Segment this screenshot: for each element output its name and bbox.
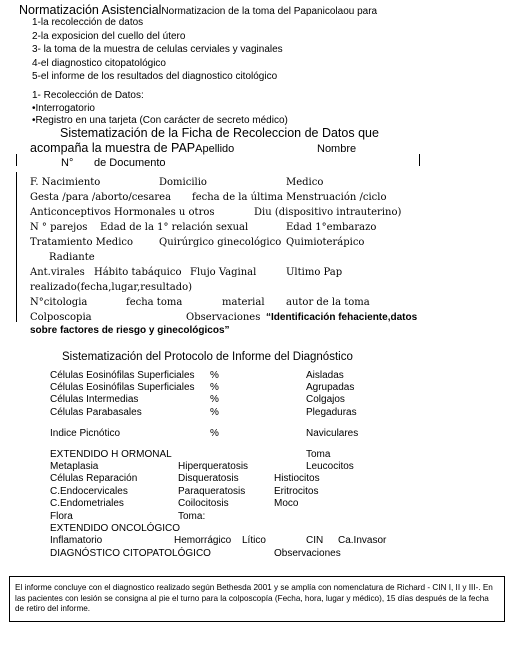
label-c-endocervicales: C.Endocervicales	[50, 486, 128, 497]
protocolo-cell: Células Eosinófilas Superficiales	[50, 370, 195, 381]
field-ultimo-pap: Ultimo Pap	[286, 267, 343, 278]
label-numero: N°	[61, 157, 74, 169]
protocolo-cell: Naviculares	[306, 428, 359, 439]
ficha-note-line1: “Identificación fehaciente,datos	[266, 312, 418, 323]
label-cin: CIN	[306, 535, 324, 546]
label-diagnostico: DIAGNÓSTICO CITOPATOLÓGICO	[50, 548, 211, 559]
field-tratamiento: Tratamiento Medico	[30, 237, 134, 248]
label-eritrocitos: Eritrocitos	[274, 486, 319, 497]
label-coilocitosis: Coilocitosis	[178, 498, 229, 509]
field-tabaquico: Hábito tabáquico	[94, 267, 182, 278]
label-extendido-oncologico: EXTENDIDO ONCOLÓGICO	[50, 523, 181, 534]
ficha-title-line1: Sistematización de la Ficha de Recoleccion de Datos que	[60, 126, 379, 140]
step-item: 5-el informe de los resultados del diagnostico citológico	[32, 71, 278, 83]
field-radiante: Radiante	[49, 252, 95, 263]
title-main: Normatización Asistencial	[19, 3, 162, 17]
field-antivirales: Ant.virales	[30, 267, 85, 278]
step-item: 3- la toma de la muestra de celulas cerviales y vaginales	[32, 44, 283, 56]
ficha-note-line2: sobre factores de riesgo y ginecológicos”	[30, 325, 230, 336]
informe-note-box	[9, 576, 505, 622]
steps-list	[32, 16, 283, 84]
recoleccion-heading: 1- Recolección de Datos:	[32, 90, 144, 101]
label-inflamatorio: Inflamatorio	[50, 535, 103, 546]
protocolo-cell: Células Intermedias	[50, 394, 139, 405]
ficha-title-text: acompaña la muestra de PAP	[30, 141, 196, 155]
field-gesta: Gesta /para /aborto/cesarea	[30, 192, 172, 203]
field-medico: Medico	[286, 177, 324, 188]
field-fecha-toma: fecha toma	[126, 297, 183, 308]
label-ca-invasor: Ca.Invasor	[338, 535, 387, 546]
recoleccion-bullet: •Interrogatorio	[32, 102, 95, 114]
step-item: 2-la exposicion del cuello del útero	[32, 30, 186, 42]
step-item: 4-el diagnostico citopatológico	[32, 57, 166, 69]
protocolo-cell: Células Parabasales	[50, 407, 142, 418]
label-moco: Moco	[274, 498, 299, 509]
label-leucocitos: Leucocitos	[306, 461, 354, 472]
field-colposcopia: Colposcopia	[30, 312, 92, 323]
field-edad-embarazo: Edad 1°embarazo	[286, 222, 377, 233]
label-paraqueratosis: Paraqueratosis	[178, 486, 246, 497]
field-fecha-nacimiento: F. Nacimiento	[30, 177, 101, 188]
field-diu: Diu (dispositivo intrauterino)	[254, 207, 402, 218]
field-edad-relacion: Edad de la 1° relación sexual	[100, 222, 249, 233]
label-observaciones: Observaciones	[274, 548, 341, 559]
label-toma2: Toma:	[178, 511, 206, 522]
protocolo-cell: Plegaduras	[306, 407, 357, 418]
field-domicilio: Domicilio	[159, 177, 207, 188]
protocolo-cell: Células Eosinófilas Superficiales	[50, 382, 195, 393]
field-anticonceptivos: Anticonceptivos Hormonales u otros	[30, 207, 215, 218]
protocolo-cell: Agrupadas	[306, 382, 355, 393]
field-fecha-menstruacion: fecha de la última Menstruación /ciclo	[192, 192, 387, 203]
field-flujo: Flujo Vaginal	[190, 267, 257, 278]
protocolo-cell: %	[210, 382, 219, 393]
protocolo-cell: %	[210, 394, 219, 405]
protocolo-cell: %	[210, 428, 219, 439]
protocolo-cell: Colgajos	[306, 394, 345, 405]
title-rest: Normatizacion de la toma del Papanicolaou para	[161, 6, 378, 17]
label-hemorragico: Hemorrágico	[174, 535, 232, 546]
label-c-endometriales: C.Endometriales	[50, 498, 124, 509]
label-celulas-reparacion: Células Reparación	[50, 473, 138, 484]
ficha-title-line2	[30, 141, 234, 155]
label-toma: Toma	[306, 449, 331, 460]
field-material: material	[222, 297, 265, 308]
field-quimioterapico: Quimioterápico	[286, 237, 365, 248]
label-metaplasia: Metaplasia	[50, 461, 99, 472]
label-extendido-hormonal: EXTENDIDO H ORMONAL	[50, 449, 172, 460]
label-disqueratosis: Disqueratosis	[178, 473, 239, 484]
field-quirurgico: Quirúrgico ginecológico	[159, 237, 282, 248]
recoleccion-section	[32, 90, 288, 128]
ficha-border-right	[419, 154, 420, 166]
protocolo-cell: %	[210, 370, 219, 381]
label-nombre: Nombre	[317, 143, 357, 155]
ficha-border-left-lower	[16, 172, 17, 322]
label-flora: Flora	[50, 511, 73, 522]
label-litico: Lítico	[242, 535, 266, 546]
protocolo-cell: Indice Picnótico	[50, 428, 121, 439]
field-observaciones: Observaciones	[186, 312, 261, 323]
informe-note-text: El informe concluye con el diagnostico realizado según Bethesda 2001 y se amplía con nomenclatura de Richard - CIN I, II y III-. En las pacientes con lesión se consigna al pie el turno para la colposcopía (Fecha, hora, lugar y médico), 15 días después de la fecha de retiro del informe.	[15, 583, 493, 613]
field-parejas: N ° parejos	[30, 222, 88, 233]
field-autor: autor de la toma	[286, 297, 370, 308]
recoleccion-bullet: •Registro en una tarjeta (Con carácter de secreto médico)	[32, 115, 288, 126]
label-apellido: Apellido	[195, 143, 235, 155]
field-realizado: realizado(fecha,lugar,resultado)	[30, 282, 193, 293]
label-documento: de Documento	[94, 157, 166, 169]
label-hiperqueratosis: Hiperqueratosis	[178, 461, 249, 472]
field-citologia: N°citologia	[30, 297, 88, 308]
protocolo-title: Sistematización del Protocolo de Informe del Diagnóstico	[62, 351, 353, 363]
step-item: 1-la recolección de datos	[32, 17, 144, 28]
label-histiocitos: Histiocitos	[274, 473, 320, 484]
ficha-border-left	[16, 154, 17, 166]
protocolo-cell: Aisladas	[306, 370, 344, 381]
protocolo-cell: %	[210, 407, 219, 418]
